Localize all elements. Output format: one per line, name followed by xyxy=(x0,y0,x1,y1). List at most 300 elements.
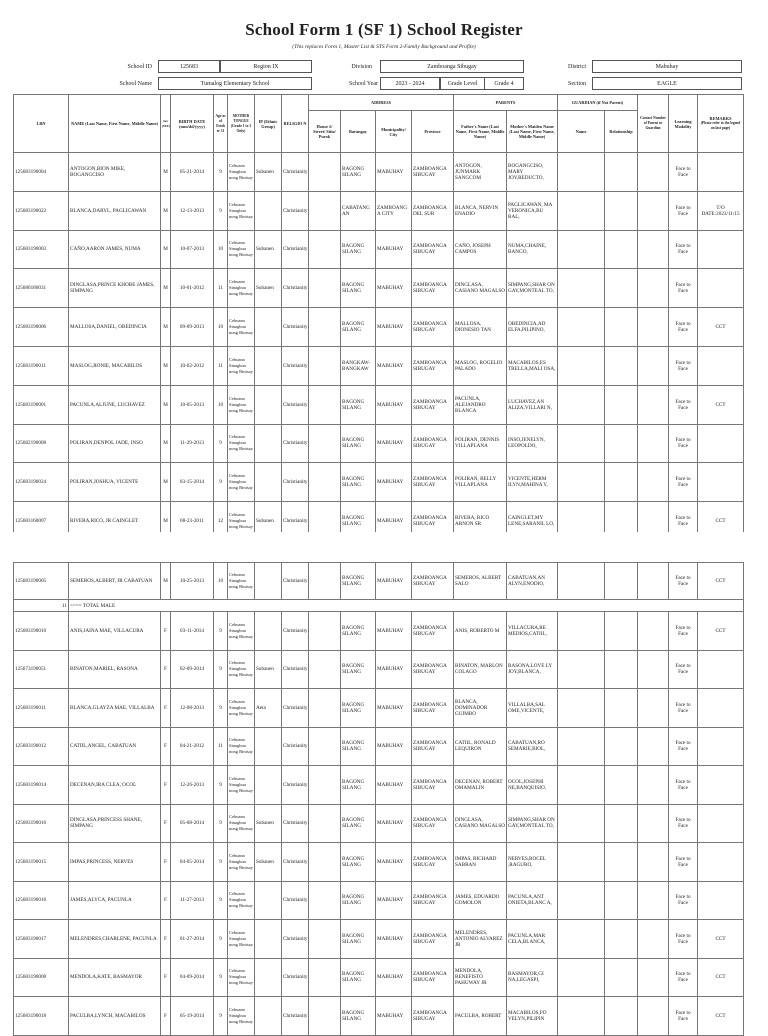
birth-date-cell: 10-02-2012 xyxy=(171,346,214,385)
learning-modality-cell: Face to Face xyxy=(669,502,698,541)
religion-cell: Christianity xyxy=(282,463,309,502)
remarks-cell xyxy=(698,269,744,308)
barangay-cell: BAGONG SILANG xyxy=(341,920,376,959)
col-lrn: LRN xyxy=(14,95,69,153)
mother-tongue-value: Cebuano xyxy=(229,814,245,820)
sex-cell: M xyxy=(161,153,171,192)
sex-cell: F xyxy=(161,881,171,920)
birth-date-cell: 04-09-2014 xyxy=(171,958,214,997)
relationship-cell xyxy=(605,997,638,1036)
mother-cell: OCOL,JOSEPHI NE,BANQUISIO, xyxy=(507,766,558,805)
mother-cell: LUCHAVEZ,AN ALIZA,VILLARI N, xyxy=(507,385,558,424)
house-cell xyxy=(309,766,341,805)
birth-date-cell: 04-21-2012 xyxy=(171,727,214,766)
mother-tongue-cell xyxy=(228,191,255,230)
province-cell: ZAMBOANGA SIBUGAY xyxy=(412,563,454,600)
sex-cell: M xyxy=(161,385,171,424)
religion-cell: Christianity xyxy=(282,804,309,843)
mother-tongue-extra: Sinagbua nong Binisay xyxy=(229,781,253,793)
table-row xyxy=(14,463,744,502)
school-year-label: School Year xyxy=(348,81,378,87)
contact-cell xyxy=(638,804,669,843)
lrn-cell: 125683190017 xyxy=(14,920,69,959)
religion-cell: Christianity xyxy=(282,843,309,882)
contact-cell xyxy=(638,563,669,600)
district-value: Mabuhay xyxy=(592,60,742,73)
register-table-page-2 xyxy=(13,562,744,1036)
name-cell: PACULBA,LYNCH, MACABILOS xyxy=(69,997,161,1036)
province-cell: ZAMBOANGA SIBUGAY xyxy=(412,308,454,347)
lrn-cell: 125683190004 xyxy=(14,153,69,192)
barangay-cell: BAGONG SILANG xyxy=(341,269,376,308)
province-cell: ZAMBOANGA SIBUGAY xyxy=(412,385,454,424)
col-guardian-name: Name xyxy=(558,111,605,153)
remarks-cell xyxy=(698,766,744,805)
mother-tongue-extra: Sinagbua nong Binisay xyxy=(229,666,253,678)
table-row xyxy=(14,881,744,920)
col-municipality: Municipality/ City xyxy=(376,111,412,153)
relationship-cell xyxy=(605,269,638,308)
contact-cell xyxy=(638,346,669,385)
lrn-cell: 125683190014 xyxy=(14,766,69,805)
table-row xyxy=(14,385,744,424)
lrn-cell: 125682190008 xyxy=(14,424,69,463)
birth-date-cell: 03-15-2014 xyxy=(171,463,214,502)
birth-date-cell: 03-11-2014 xyxy=(171,612,214,651)
barangay-cell: CABATANG AN xyxy=(341,191,376,230)
municipality-cell: MABUHAY xyxy=(376,920,412,959)
learning-modality-cell: Face to Face xyxy=(669,424,698,463)
barangay-cell: BAGONG SILANG xyxy=(341,689,376,728)
learning-modality-cell: Face to Face xyxy=(669,997,698,1036)
remarks-cell: CCT xyxy=(698,385,744,424)
remarks-cell: CCT xyxy=(698,502,744,541)
religion-cell: Christianity xyxy=(282,766,309,805)
municipality-cell: ZAMBOANG A CITY xyxy=(376,191,412,230)
father-cell: MALLOSA, DIONESIO TAN xyxy=(454,308,507,347)
province-cell: ZAMBOANGA SIBUGAY xyxy=(412,612,454,651)
mother-tongue-extra: Sinagbua nong Binisay xyxy=(229,285,253,297)
table-row xyxy=(14,766,744,805)
ip-cell: Subanen xyxy=(255,230,282,269)
mother-tongue-value: Cebuano xyxy=(229,968,245,974)
relationship-cell xyxy=(605,563,638,600)
barangay-cell: BAGONG SILANG xyxy=(341,230,376,269)
birth-date-cell: 11-29-2013 xyxy=(171,424,214,463)
birth-date-cell: 10-25-2013 xyxy=(171,563,214,600)
age-cell: 9 xyxy=(214,766,228,805)
lrn-cell: 125683160007 xyxy=(14,502,69,541)
province-cell: ZAMBOANGA SIBUGAY xyxy=(412,346,454,385)
contact-cell xyxy=(638,153,669,192)
mother-cell: CABATUAN,RO SEMARIE,BIOL, xyxy=(507,727,558,766)
guardian-name-cell xyxy=(558,563,605,600)
mother-tongue-extra: Sinagbua nong Binisay xyxy=(229,207,253,219)
province-cell: ZAMBOANGA DEL SUR xyxy=(412,191,454,230)
sex-cell: M xyxy=(161,191,171,230)
learning-modality-cell: Face to Face xyxy=(669,843,698,882)
mother-tongue-cell xyxy=(228,153,255,192)
province-cell: ZAMBOANGA SIBUGAY xyxy=(412,463,454,502)
learning-modality-cell: Face to Face xyxy=(669,308,698,347)
barangay-cell: BAGONG SILANG xyxy=(341,502,376,541)
birth-date-cell: 08-23-2011 xyxy=(171,502,214,541)
name-cell: MENDOLA,KATE, BASMAYOR xyxy=(69,958,161,997)
name-cell: DECENAN,IRA CLEA, OCOL xyxy=(69,766,161,805)
col-province: Province xyxy=(412,111,454,153)
father-cell: DINGLASA, CASIANO MAGALSO xyxy=(454,269,507,308)
relationship-cell xyxy=(605,727,638,766)
mother-tongue-cell xyxy=(228,920,255,959)
sex-cell: M xyxy=(161,502,171,541)
father-cell: SEMEROS, ALBERT SALO xyxy=(454,563,507,600)
mother-tongue-cell xyxy=(228,727,255,766)
mother-tongue-cell xyxy=(228,612,255,651)
ip-cell xyxy=(255,346,282,385)
guardian-name-cell xyxy=(558,463,605,502)
lrn-cell: 125683190006 xyxy=(14,308,69,347)
father-cell: CAÑO, JOSEPH CAMPOS xyxy=(454,230,507,269)
municipality-cell: MABUHAY xyxy=(376,385,412,424)
sex-cell: F xyxy=(161,689,171,728)
guardian-name-cell xyxy=(558,689,605,728)
lrn-cell: 125683190012 xyxy=(14,727,69,766)
mother-tongue-value: Cebuano xyxy=(229,240,245,246)
birth-date-cell: 05-21-2014 xyxy=(171,153,214,192)
barangay-cell: BAGONG SILANG xyxy=(341,766,376,805)
sex-cell: F xyxy=(161,997,171,1036)
mother-tongue-value: Cebuano xyxy=(229,512,245,518)
barangay-cell: BAGONG SILANG xyxy=(341,804,376,843)
col-relationship: Relationship xyxy=(605,111,638,153)
religion-cell: Christianity xyxy=(282,958,309,997)
district-label: District xyxy=(568,64,586,70)
school-id-value: 125683 xyxy=(158,60,220,73)
form-title: School Form 1 (SF 1) School Register xyxy=(245,20,523,39)
col-mother-tongue: MOTHER TONGUE (Grade 1 to 3 Only) xyxy=(228,95,255,153)
col-group-parents: PARENTS xyxy=(454,95,558,111)
province-cell: ZAMBOANGA SIBUGAY xyxy=(412,424,454,463)
religion-cell: Christianity xyxy=(282,650,309,689)
lrn-cell: 125683190018 xyxy=(14,997,69,1036)
section-value: EAGLE xyxy=(592,77,742,90)
name-cell: BLANCA,GLAYZA MAE, VILLALBA xyxy=(69,689,161,728)
father-cell: MENDOLA, BENEFISTO PAHUWAY JR xyxy=(454,958,507,997)
province-cell: ZAMBOANGA SIBUGAY xyxy=(412,650,454,689)
relationship-cell xyxy=(605,804,638,843)
col-birth-date: BIRTH DATE (mm/dd/yyyy) xyxy=(171,95,214,153)
municipality-cell: MABUHAY xyxy=(376,650,412,689)
birth-date-cell: 02-09-2014 xyxy=(171,650,214,689)
lrn-cell: 125683190001 xyxy=(14,385,69,424)
school-name-value: Tumalog Elementary School xyxy=(158,77,312,90)
mother-tongue-value: Cebuano xyxy=(229,929,245,935)
learning-modality-cell: Face to Face xyxy=(669,804,698,843)
remarks-cell: CCT xyxy=(698,563,744,600)
remarks-cell: CCT xyxy=(698,958,744,997)
remarks-heading: REMARKS xyxy=(709,116,732,121)
religion-cell: Christianity xyxy=(282,424,309,463)
age-cell: 9 xyxy=(214,843,228,882)
table-row xyxy=(14,804,744,843)
ip-cell: Subanen xyxy=(255,153,282,192)
province-cell: ZAMBOANGA SIBUGAY xyxy=(412,920,454,959)
ip-cell xyxy=(255,766,282,805)
table-row xyxy=(14,612,744,651)
religion-cell: Christianity xyxy=(282,563,309,600)
mother-tongue-value: Cebuano xyxy=(229,356,245,362)
mother-tongue-value: Cebuano xyxy=(229,698,245,704)
age-cell: 9 xyxy=(214,463,228,502)
guardian-name-cell xyxy=(558,804,605,843)
ip-cell xyxy=(255,881,282,920)
remarks-cell: T/O DATE:2023/11/15 xyxy=(698,191,744,230)
col-father: Father's Name (Last Name, First Name, Middle Name) xyxy=(454,111,507,153)
learning-modality-cell: Face to Face xyxy=(669,230,698,269)
guardian-name-cell xyxy=(558,153,605,192)
learning-modality-cell: Face to Face xyxy=(669,727,698,766)
barangay-cell: BAGONG SILANG xyxy=(341,958,376,997)
barangay-cell: BAGONG SILANG xyxy=(341,881,376,920)
age-cell: 9 xyxy=(214,997,228,1036)
relationship-cell xyxy=(605,920,638,959)
name-cell: POLIRAN,JOSHUA, VICENTE xyxy=(69,463,161,502)
municipality-cell: MABUHAY xyxy=(376,308,412,347)
remarks-cell xyxy=(698,804,744,843)
municipality-cell: MABUHAY xyxy=(376,153,412,192)
table-row xyxy=(14,191,744,230)
name-cell: POLIRAN,DENPOL JADE, INSO xyxy=(69,424,161,463)
ip-cell: Subanen xyxy=(255,804,282,843)
religion-cell: Christianity xyxy=(282,269,309,308)
age-cell: 10 xyxy=(214,385,228,424)
birth-date-cell: 05-19-2014 xyxy=(171,997,214,1036)
barangay-cell: BAGONG SILANG xyxy=(341,385,376,424)
sex-cell: M xyxy=(161,308,171,347)
lrn-cell: 125683190011 xyxy=(14,346,69,385)
province-cell: ZAMBOANGA SIBUGAY xyxy=(412,804,454,843)
lrn-cell: 125680180031 xyxy=(14,269,69,308)
mother-tongue-value: Cebuano xyxy=(229,775,245,781)
guardian-name-cell xyxy=(558,958,605,997)
father-cell: BLANCA, DOMINADOR GUIMBO xyxy=(454,689,507,728)
table-row xyxy=(14,269,744,308)
house-cell xyxy=(309,881,341,920)
mother-tongue-extra: Sinagbua nong Binisay xyxy=(229,974,253,986)
mother-tongue-extra: Sinagbua nong Binisay xyxy=(229,935,253,947)
name-cell: IMPAS,PRINCESS, NERVES xyxy=(69,843,161,882)
learning-modality-cell: Face to Face xyxy=(669,385,698,424)
relationship-cell xyxy=(605,153,638,192)
father-cell: DECENAN, ROBERT OMAMALIN xyxy=(454,766,507,805)
municipality-cell: MABUHAY xyxy=(376,346,412,385)
mother-tongue-extra: Sinagbua nong Binisay xyxy=(229,479,253,491)
table-row xyxy=(14,689,744,728)
col-group-address: ADDRESS xyxy=(309,95,454,111)
name-cell: JAMES,ALYCA, PACUNLA xyxy=(69,881,161,920)
house-cell xyxy=(309,689,341,728)
total-male-label: <=== TOTAL MALE xyxy=(69,600,744,612)
name-cell: SEMEROS,ALBERT, JR CABATUAN xyxy=(69,563,161,600)
relationship-cell xyxy=(605,346,638,385)
school-year-value: 2023 - 2024 xyxy=(380,77,440,90)
remarks-cell xyxy=(698,650,744,689)
mother-tongue-extra: Sinagbua nong Binisay xyxy=(229,704,253,716)
province-cell: ZAMBOANGA SIBUGAY xyxy=(412,958,454,997)
province-cell: ZAMBOANGA SIBUGAY xyxy=(412,881,454,920)
birth-date-cell: 09-09-2013 xyxy=(171,308,214,347)
guardian-name-cell xyxy=(558,650,605,689)
ip-cell: Subanen xyxy=(255,650,282,689)
ip-cell xyxy=(255,424,282,463)
mother-tongue-cell xyxy=(228,997,255,1036)
contact-cell xyxy=(638,612,669,651)
age-cell: 9 xyxy=(214,153,228,192)
lrn-cell: 125683190022 xyxy=(14,191,69,230)
father-cell: POLIRAN, DENNIS VILLAPLANA xyxy=(454,424,507,463)
mother-tongue-extra: Sinagbua nong Binisay xyxy=(229,820,253,832)
lrn-cell: 125683190016 xyxy=(14,804,69,843)
name-cell: BINATON,MARIEL, RASONA xyxy=(69,650,161,689)
remarks-cell xyxy=(698,346,744,385)
mother-tongue-value: Cebuano xyxy=(229,201,245,207)
religion-cell: Christianity xyxy=(282,612,309,651)
relationship-cell xyxy=(605,191,638,230)
house-cell xyxy=(309,650,341,689)
religion-cell: Christianity xyxy=(282,689,309,728)
municipality-cell: MABUHAY xyxy=(376,689,412,728)
mother-tongue-cell xyxy=(228,563,255,600)
religion-cell: Christianity xyxy=(282,153,309,192)
barangay-cell: BAGONG SILANG xyxy=(341,650,376,689)
learning-modality-cell: Face to Face xyxy=(669,650,698,689)
mother-cell: SIMPANG,SHAR ON GAY,MONTEAL TO, xyxy=(507,269,558,308)
division-value: Zamboanga Sibugay xyxy=(380,60,524,73)
religion-cell: Christianity xyxy=(282,727,309,766)
age-cell: 9 xyxy=(214,424,228,463)
barangay-cell: BAGONG SILANG xyxy=(341,727,376,766)
guardian-name-cell xyxy=(558,269,605,308)
form-subtitle: (This replaces Form 1, Master List & STS Form 2-Family Background and Profile) xyxy=(292,44,476,50)
sex-cell: M xyxy=(161,563,171,600)
lrn-cell: 125683190024 xyxy=(14,463,69,502)
col-mother: Mother's Maiden Name (Last Name, First Name, Middle Name) xyxy=(507,111,558,153)
birth-date-cell: 01-27-2014 xyxy=(171,920,214,959)
table-row xyxy=(14,230,744,269)
birth-date-cell: 12-13-2013 xyxy=(171,191,214,230)
table-row xyxy=(14,346,744,385)
name-cell: PACUNLA,ALJUNE, LUCHAVEZ xyxy=(69,385,161,424)
mother-tongue-value: Cebuano xyxy=(229,891,245,897)
learning-modality-cell: Face to Face xyxy=(669,346,698,385)
house-cell xyxy=(309,269,341,308)
father-cell: BLANCA, NERVIN ENADIO xyxy=(454,191,507,230)
contact-cell xyxy=(638,308,669,347)
mother-tongue-cell xyxy=(228,424,255,463)
col-barangay: Barangay xyxy=(341,111,376,153)
birth-date-cell: 05-08-2014 xyxy=(171,804,214,843)
father-cell: MELENDRES, ANTONIO ALVAREZ JR xyxy=(454,920,507,959)
contact-cell xyxy=(638,920,669,959)
remarks-note: (Please refer to the legend on last page) xyxy=(700,121,741,130)
birth-date-cell: 10-07-2013 xyxy=(171,230,214,269)
religion-cell: Christianity xyxy=(282,502,309,541)
province-cell: ZAMBOANGA SIBUGAY xyxy=(412,269,454,308)
mother-tongue-cell xyxy=(228,958,255,997)
name-cell: CAÑO,AARON JAMES, NUMA xyxy=(69,230,161,269)
guardian-name-cell xyxy=(558,191,605,230)
age-cell: 10 xyxy=(214,563,228,600)
mother-cell: INSO,JENELYN, LEOPOLDO, xyxy=(507,424,558,463)
father-cell: BINATON, MARLON COLAGO xyxy=(454,650,507,689)
sex-cell: F xyxy=(161,958,171,997)
ip-cell xyxy=(255,191,282,230)
relationship-cell xyxy=(605,689,638,728)
remarks-cell: CCT xyxy=(698,308,744,347)
lrn-cell: 125683190008 xyxy=(14,958,69,997)
table-row xyxy=(14,308,744,347)
guardian-name-cell xyxy=(558,727,605,766)
age-cell: 9 xyxy=(214,958,228,997)
mother-tongue-cell xyxy=(228,230,255,269)
sex-cell: F xyxy=(161,804,171,843)
mother-tongue-extra: Sinagbua nong Binisay xyxy=(229,858,253,870)
lrn-cell: 125683190010 xyxy=(14,612,69,651)
religion-cell: Christianity xyxy=(282,308,309,347)
mother-cell: MACABILOS,ES TRELLA,MALI OSA, xyxy=(507,346,558,385)
contact-cell xyxy=(638,958,669,997)
municipality-cell: MABUHAY xyxy=(376,230,412,269)
province-cell: ZAMBOANGA SIBUGAY xyxy=(412,766,454,805)
municipality-cell: MABUHAY xyxy=(376,804,412,843)
col-house: House #/ Street/ Sitio/ Purok xyxy=(309,111,341,153)
relationship-cell xyxy=(605,385,638,424)
age-cell: 12 xyxy=(214,502,228,541)
mother-cell: OBEDINCIA,AD ELFA,PILIPINO, xyxy=(507,308,558,347)
name-cell: MALLOSA,DANIEL, OBEDINCIA xyxy=(69,308,161,347)
age-cell: 11 xyxy=(214,727,228,766)
ip-cell xyxy=(255,308,282,347)
province-cell: ZAMBOANGA SIBUGAY xyxy=(412,502,454,541)
remarks-cell: CCT xyxy=(698,920,744,959)
remarks-cell xyxy=(698,153,744,192)
birth-date-cell: 12-26-2013 xyxy=(171,766,214,805)
lrn-cell: 125683190005 xyxy=(14,563,69,600)
mother-tongue-cell xyxy=(228,308,255,347)
remarks-cell xyxy=(698,230,744,269)
mother-tongue-cell xyxy=(228,843,255,882)
house-cell xyxy=(309,385,341,424)
house-cell xyxy=(309,191,341,230)
mother-cell: BASMAYOR,GI NA,LEGASPI, xyxy=(507,958,558,997)
page-break xyxy=(0,532,768,562)
birth-date-cell: 10-05-2013 xyxy=(171,385,214,424)
remarks-cell: CCT xyxy=(698,997,744,1036)
age-cell: 11 xyxy=(214,346,228,385)
province-cell: ZAMBOANGA SIBUGAY xyxy=(412,230,454,269)
contact-cell xyxy=(638,727,669,766)
mother-tongue-extra: Sinagbua nong Binisay xyxy=(229,627,253,639)
mother-cell: VILLALBA,SAL OME,VICENTE, xyxy=(507,689,558,728)
name-cell: RIVERA,RICO, JR CAINGLET xyxy=(69,502,161,541)
age-cell: 9 xyxy=(214,920,228,959)
ip-cell xyxy=(255,563,282,600)
mother-cell: PAGLICAWAN, MA VERONICA,BU RAL, xyxy=(507,191,558,230)
mother-tongue-value: Cebuano xyxy=(229,318,245,324)
relationship-cell xyxy=(605,230,638,269)
municipality-cell: MABUHAY xyxy=(376,269,412,308)
religion-cell: Christianity xyxy=(282,997,309,1036)
